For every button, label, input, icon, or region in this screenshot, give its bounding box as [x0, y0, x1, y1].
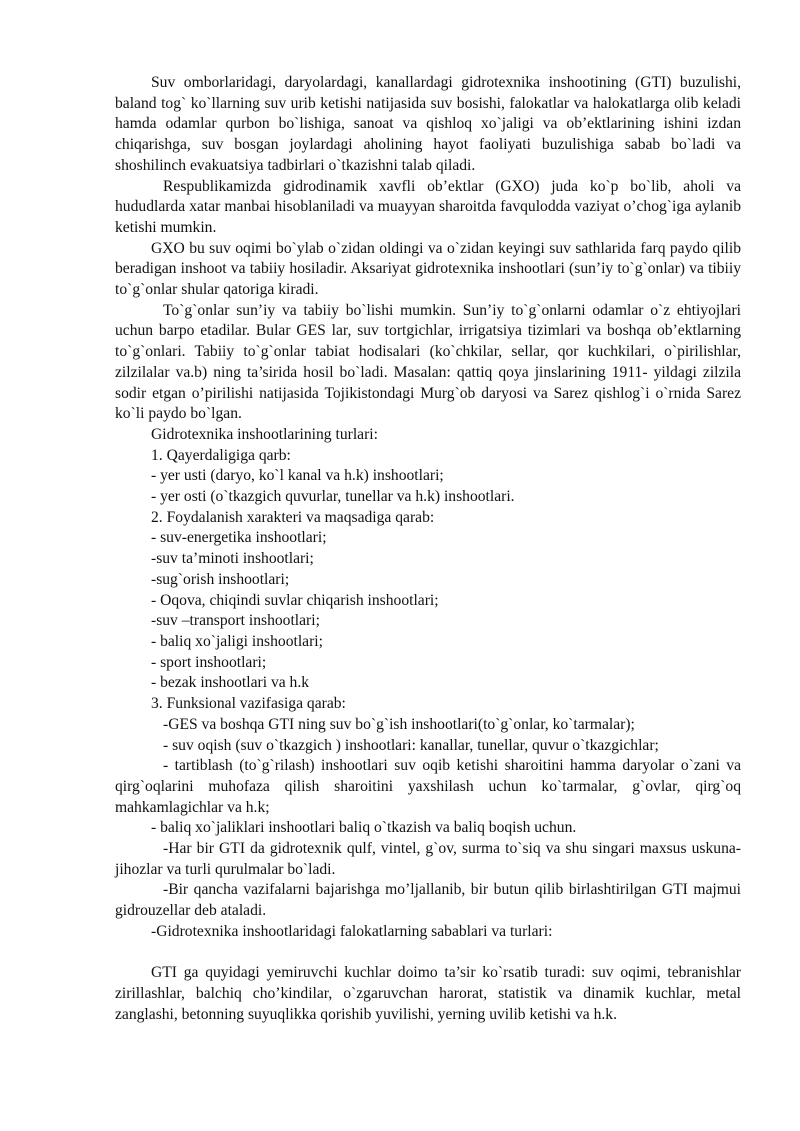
- list-item: - baliq xo`jaliklari inshootlari baliq o`tkazish va baliq boqish uchun.: [151, 819, 577, 837]
- document-body: [115, 73, 741, 1025]
- paragraph-equipment: -Har bir GTI da gidrotexnik qulf, vintel, g`ov, surma to`siq va shu singari maxsus uskuna-jihozlar va turli qurulmalar bo`ladi.: [115, 840, 741, 878]
- list-item: - suv oqish (suv o`tkazgich ) inshootlari: kanallar, tunellar, quvur o`tkazgichlar;: [163, 736, 659, 754]
- list-item: - yer osti (o`tkazgich quvurlar, tunellar va h.k) inshootlari.: [151, 488, 515, 506]
- list-item: - yer usti (daryo, ko`l kanal va h.k) inshootlari;: [151, 467, 444, 485]
- list-item: - suv-energetika inshootlari;: [151, 529, 327, 547]
- list-item: -sug`orish inshootlari;: [151, 570, 290, 588]
- paragraph-dams: To`g`onlar sun’iy va tabiiy bo`lishi mumkin. Sun’iy to`g`onlarni odamlar o`z ehtiyojlari uchun barpo etadilar. Bular GES lar, suv tortgichlar, irrigatsiya tizimlari va boshqa ob’ektlarning to`g`onlari. Tabiiy to`g`onlar tabiat hodisalari (ko`chkilar, sellar, qor kuchkilari, o`pirilishlar, zilzilalar va.b) ning ta’sirida hosil bo`ladi. Masalan: qattiq qoya jinslarining 1911- yildagi zilzila sodir etgan o’pirilishi natijasida Tojikistondagi Murg`ob daryosi va Sarez qishlog`i o`rnida Sarez ko`li paydo bo`lgan.: [115, 301, 741, 423]
- paragraph-hydrounit: -Bir qancha vazifalarni bajarishga mo’ljallanib, bir butun qilib birlashtirilgan GTI majmui gidrouzellar deb ataladi.: [115, 881, 741, 920]
- list-item: - bezak inshootlari va h.k: [151, 674, 310, 692]
- heading-causes: -Gidrotexnika inshootlaridagi falokatlarning sabablari va turlari:: [151, 922, 553, 940]
- paragraph-gxo-definition: GXO bu suv oqimi bo`ylab o`zidan oldingi va o`zidan keyingi suv sathlarida farq paydo qilib beradigan inshoot va tabiiy hosiladir. Aksariyat gidrotexnika inshootlari (sun’iy to`g`onlar) va tibiiy to`g`onlar shular qatoriga kiradi.: [115, 239, 741, 299]
- spacer: [115, 943, 741, 964]
- paragraph-regulation: - tartiblash (to`g`rilash) inshootlari suv oqib ketishi sharoitini hamma daryolar o`zani va qirg`oqlarini muhofaza qilish sharoitini yaxshilash uchun ko`tarmalar, g`ovlar, qirg`oq mahkamlagichlar va h.k;: [115, 757, 741, 816]
- list-item: - sport inshootlari;: [151, 653, 267, 671]
- heading-types: Gidrotexnika inshootlarining turlari:: [151, 425, 378, 443]
- paragraph-intro: Suv omborlaridagi, daryolardagi, kanallardagi gidrotexnika inshootining (GTI) buzulishi, baland tog` ko`llarning suv urib ketishi natijasida suv bosishi, falokatlar va halokatlarga olib keladi hamda odamlar qurbon bo`lishiga, sanoat va qishloq xo`jaligi va ob’ektlarining ishini izdan chiqarishga, suv bosgan joylardagi aholining hayot faoliyati buzulishiga sabab bo`ladi va shoshilinch evakuatsiya tadbirlari o`tkazishni talab qiladi.: [115, 74, 741, 174]
- list-item: -suv ta’minoti inshootlari;: [151, 550, 314, 568]
- list-item: - Oqova, chiqindi suvlar chiqarish inshootlari;: [151, 591, 439, 609]
- list-item: -suv –transport inshootlari;: [151, 612, 320, 630]
- list-item: - baliq xo`jaligi inshootlari;: [151, 632, 323, 650]
- list-item: 3. Funksional vazifasiga qarab:: [151, 695, 346, 713]
- paragraph-forces: GTI ga quyidagi yemiruvchi kuchlar doimo ta’sir ko`rsatib turadi: suv oqimi, tebranishlar zirillashlar, balchiq cho’kindilar, o`zgaruvchan harorat, statistik va dinamik kuchlar, metal zanglashi, betonning suyuqlikka qorishib yuvilishi, yerning uvilib ketishi va h.k.: [115, 964, 741, 1023]
- list-item: 1. Qayerdaligiga qarb:: [151, 446, 291, 464]
- list-item: -GES va boshqa GTI ning suv bo`g`ish inshootlari(to`g`onlar, ko`tarmalar);: [163, 715, 635, 733]
- list-item: 2. Foydalanish xarakteri va maqsadiga qarab:: [151, 508, 435, 526]
- paragraph-gxo-danger: Respublikamizda gidrodinamik xavfli ob’ektlar (GXO) juda ko`p bo`lib, aholi va hududlarda xatar manbai hisoblaniladi va muayyan sharoitda favqulodda vaziyat o’chog`iga aylanib ketishi mumkin.: [115, 177, 741, 236]
